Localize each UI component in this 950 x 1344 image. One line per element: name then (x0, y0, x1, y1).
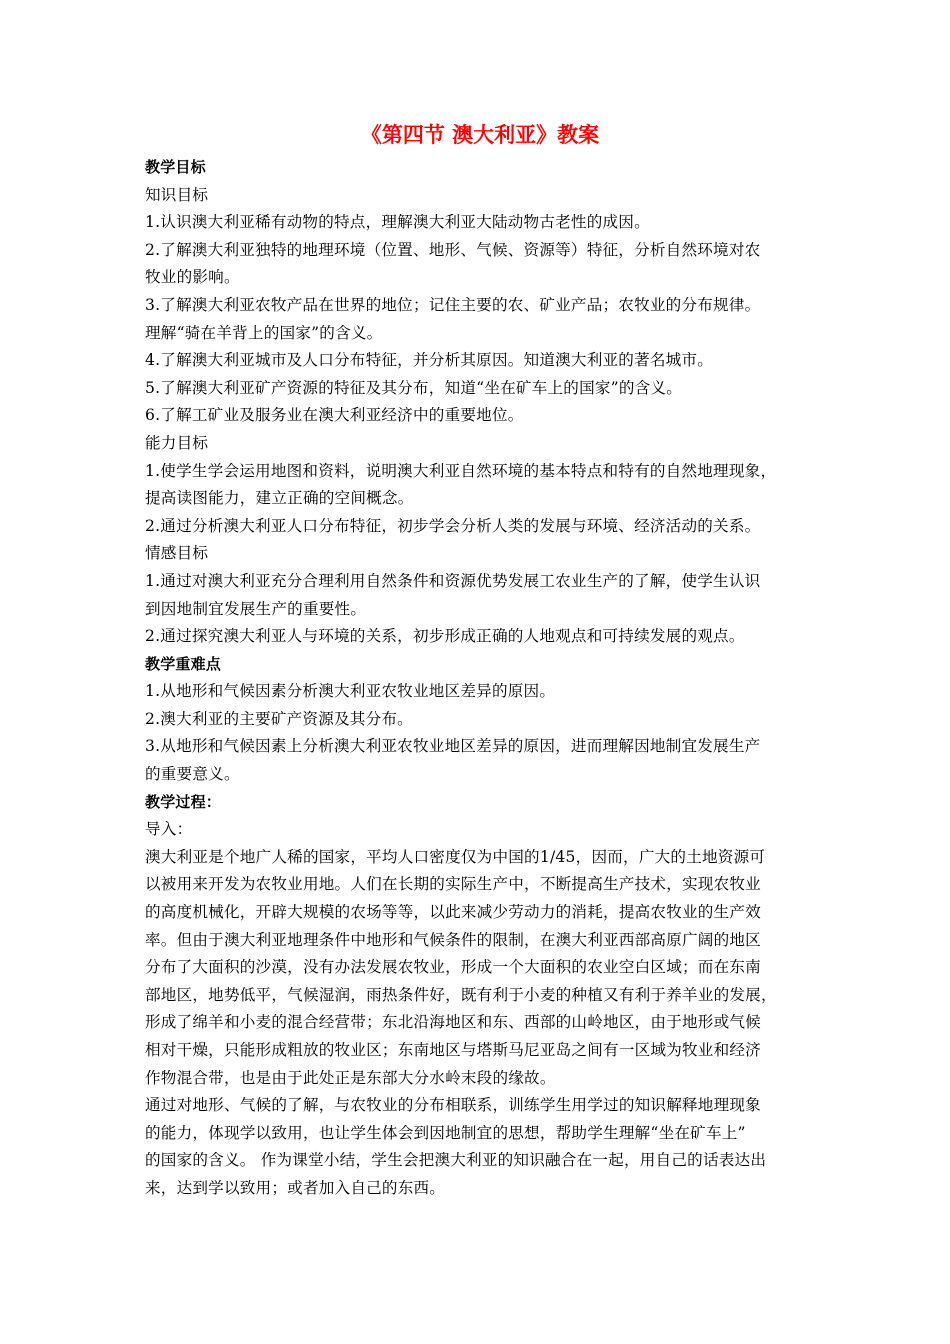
text-line: 率。但由于澳大利亚地理条件中地形和气候条件的限制，在澳大利亚西部高原广阔的地区 (145, 930, 761, 949)
text-line: 1.从地形和气候因素分析澳大利亚农牧业地区差异的原因。 (145, 682, 556, 701)
text-line: 3.从地形和气候因素上分析澳大利亚农牧业地区差异的原因，进而理解因地制宜发展生产 (145, 737, 761, 756)
text-line: 作物混合带，也是由于此处正是东部大分水岭末段的缘故。 (145, 1068, 556, 1087)
text-line: 2.通过分析澳大利亚人口分布特征，初步学会分析人类的发展与环境、经济活动的关系。 (145, 516, 761, 535)
text-line: 情感目标 (145, 544, 209, 563)
text-line: 形成了绵羊和小麦的混合经营带；东北沿海地区和东、西部的山岭地区，由于地形或气候 (145, 1013, 761, 1032)
document-content (145, 118, 815, 1203)
text-line: 知识目标 (145, 185, 209, 204)
text-line: 4.了解澳大利亚城市及人口分布特征，并分析其原因。知道澳大利亚的著名城市。 (145, 351, 714, 370)
text-line: 导入： (145, 820, 193, 839)
text-line: 能力目标 (145, 433, 209, 452)
text-line: 6.了解工矿业及服务业在澳大利亚经济中的重要地位。 (145, 406, 524, 425)
text-line: 1.认识澳大利亚稀有动物的特点，理解澳大利亚大陆动物古老性的成因。 (145, 213, 650, 232)
text-line: 理解“骑在羊背上的国家”的含义。 (145, 323, 383, 342)
section-heading: 教学重难点 (145, 654, 222, 673)
text-line: 5.了解澳大利亚矿产资源的特征及其分布，知道“坐在矿车上的国家”的含义。 (145, 378, 683, 397)
text-line: 部地区，地势低平，气候湿润，雨热条件好，既有利于小麦的种植又有利于养羊业的发展， (145, 985, 777, 1004)
text-line: 3.了解澳大利亚农牧产品在世界的地位；记住主要的农、矿业产品；农牧业的分布规律。 (145, 295, 761, 314)
text-line: 来，达到学以致用；或者加入自己的东西。 (145, 1178, 446, 1197)
text-line: 澳大利亚是个地广人稀的国家，平均人口密度仅为中国的1/45，因而，广大的土地资源可 (145, 847, 766, 866)
text-line: 1.通过对澳大利亚充分合理利用自然条件和资源优势发展工农业生产的了解，使学生认识 (145, 571, 761, 590)
text-line: 提高读图能力，建立正确的空间概念。 (145, 489, 414, 508)
text-line: 的高度机械化，开辟大规模的农场等等，以此来减少劳动力的消耗，提高农牧业的生产效 (145, 903, 761, 922)
text-line: 2.澳大利亚的主要矿产资源及其分布。 (145, 709, 413, 728)
text-line: 牧业的影响。 (145, 268, 240, 287)
text-line: 相对干燥，只能形成粗放的牧业区；东南地区与塔斯马尼亚岛之间有一区域为牧业和经济 (145, 1041, 761, 1059)
text-line: 2.通过探究澳大利亚人与环境的关系，初步形成正确的人地观点和可持续发展的观点。 (145, 627, 745, 646)
text-line: 1.使学生学会运用地图和资料，说明澳大利亚自然环境的基本特点和特有的自然地理现象， (145, 461, 777, 480)
text-line: 的能力，体现学以致用，也让学生体会到因地制宜的思想，帮助学生理解“坐在矿车上” (145, 1123, 746, 1142)
section-heading: 教学过程： (145, 792, 222, 811)
document-body (145, 154, 815, 1203)
text-line: 到因地制宜发展生产的重要性。 (145, 599, 367, 618)
text-line: 以被用来开发为农牧业用地。人们在长期的实际生产中，不断提高生产技术，实现农牧业 (145, 875, 761, 894)
section-heading: 教学目标 (145, 158, 206, 176)
text-line: 分布了大面积的沙漠，没有办法发展农牧业，形成一个大面积的农业空白区域；而在东南 (145, 958, 761, 977)
text-line: 2.了解澳大利亚独特的地理环境（位置、地形、气候、资源等）特征，分析自然环境对农 (145, 240, 761, 259)
text-line: 的重要意义。 (145, 765, 240, 784)
text-line: 通过对地形、气候的了解，与农牧业的分布相联系，训练学生用学过的知识解释地理现象 (145, 1096, 761, 1115)
document-title: 《第四节 澳大利亚》教案 (360, 123, 600, 147)
text-line: 的国家的含义。 作为课堂小结，学生会把澳大利亚的知识融合在一起，用自己的话表达出 (145, 1151, 767, 1170)
